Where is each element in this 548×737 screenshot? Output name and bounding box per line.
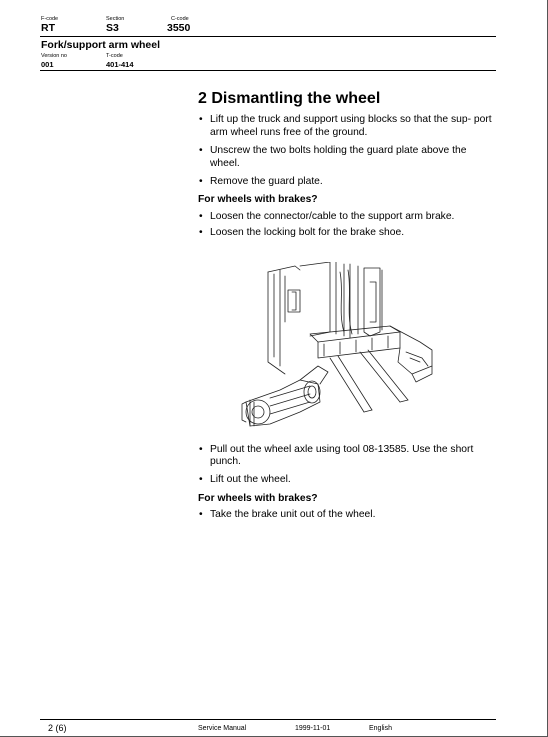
- ccode-value: 3550: [167, 22, 191, 34]
- header-rule-top: [40, 36, 496, 37]
- step-item: • Pull out the wheel axle using tool 08-13585. Use the short punch.: [198, 444, 498, 469]
- version-label: Version no: [41, 53, 67, 59]
- manual-date: 1999-11-01: [295, 725, 331, 732]
- fcode-label: F-code: [41, 16, 59, 22]
- step-item: • Lift out the wheel.: [198, 474, 498, 486]
- step-list-2: [198, 211, 498, 240]
- header-rule-bottom: [40, 70, 496, 71]
- fcode-value: RT: [41, 22, 55, 34]
- footer-rule: [40, 719, 496, 720]
- step-list-3: [198, 444, 498, 487]
- section-label: Section: [106, 16, 125, 22]
- section-heading: 2 Dismantling the wheel: [198, 90, 381, 107]
- manual-name: Service Manual: [198, 725, 247, 732]
- brakes-subheading-2: For wheels with brakes?: [198, 492, 318, 504]
- section-value: S3: [106, 22, 119, 34]
- page-number: 2 (6): [48, 723, 67, 733]
- tcode-value: 401-414: [106, 60, 134, 69]
- step-item: • Lift up the truck and support using blocks so that the sup- port arm wheel runs free of the ground.: [198, 114, 498, 139]
- step-list-4: [198, 509, 498, 521]
- tcode-label: T-code: [106, 53, 123, 59]
- forklift-wheel-illustration-icon: [240, 262, 440, 442]
- step-item: • Loosen the locking bolt for the brake shoe.: [198, 227, 498, 239]
- step-item: • Loosen the connector/cable to the support arm brake.: [198, 211, 498, 223]
- brakes-subheading: For wheels with brakes?: [198, 194, 318, 206]
- step-item: • Unscrew the two bolts holding the guard plate above the wheel.: [198, 145, 498, 170]
- ccode-label: C-code: [171, 16, 189, 22]
- step-item: • Take the brake unit out of the wheel.: [198, 509, 498, 521]
- document-title: Fork/support arm wheel: [41, 39, 161, 51]
- manual-language: English: [369, 725, 392, 732]
- step-item: • Remove the guard plate.: [198, 176, 498, 188]
- version-value: 001: [41, 60, 54, 69]
- step-list-1: [198, 114, 498, 188]
